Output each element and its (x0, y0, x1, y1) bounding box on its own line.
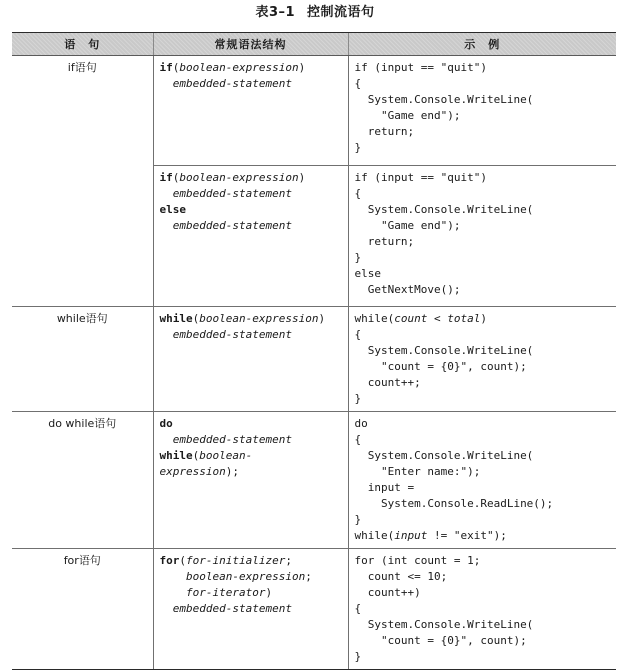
code-line (160, 464, 342, 480)
code-line (160, 76, 342, 92)
code-line (160, 202, 342, 218)
placeholder-token: embedded-statement (159, 602, 292, 615)
code-line: count++) (354, 586, 421, 599)
keyword-token: while (159, 312, 193, 325)
code-line: System.Console.WriteLine( (354, 93, 534, 106)
placeholder-token: boolean- (199, 449, 253, 462)
code-line (355, 464, 611, 480)
code-token: System.Console.WriteLine( (354, 449, 534, 462)
code-line: } (354, 251, 362, 264)
code-token: "Enter name:"); (354, 465, 481, 478)
placeholder-token: embedded-statement (159, 77, 292, 90)
header-example: 示 例 (348, 33, 616, 56)
code-line (160, 432, 342, 448)
code-line (355, 448, 611, 464)
placeholder-token: count < total (394, 312, 481, 325)
header-statement: 语 句 (12, 33, 153, 56)
code-line: if (input == "quit") (354, 61, 487, 74)
placeholder-token: boolean-expression (179, 61, 299, 74)
table-row (12, 412, 616, 549)
table-row (12, 166, 616, 307)
statement-cell: for语句 (12, 549, 153, 670)
code-line (160, 585, 342, 601)
code-line: } (354, 650, 362, 663)
code-token: { (354, 328, 362, 341)
code-line (355, 432, 611, 448)
code-token: while( (354, 312, 395, 325)
example-cell (348, 166, 616, 307)
code-token: != "exit"); (427, 529, 507, 542)
code-line: "Game end"); (354, 219, 461, 232)
code-line (355, 327, 611, 343)
code-line (160, 416, 342, 432)
code-line: count <= 10; (354, 570, 448, 583)
table-row (12, 56, 616, 166)
example-cell (348, 412, 616, 549)
code-token: } (354, 513, 362, 526)
code-line (160, 569, 342, 585)
code-line: } (354, 141, 362, 154)
code-token: ) (480, 312, 487, 325)
placeholder-token: embedded-statement (159, 328, 292, 341)
code-token: System.Console.WriteLine( (354, 344, 534, 357)
code-line (160, 327, 342, 343)
code-token: count++; (354, 376, 421, 389)
statement-cell: while语句 (12, 307, 153, 412)
table-row (12, 307, 616, 412)
code-line: System.Console.WriteLine( (354, 618, 534, 631)
placeholder-token: input (394, 529, 428, 542)
code-token: ( (179, 554, 186, 567)
keyword-token: if (159, 171, 173, 184)
placeholder-token: embedded-statement (159, 219, 292, 232)
code-line: "count = {0}", count); (354, 634, 527, 647)
code-token: ) (298, 171, 306, 184)
code-token: input = (354, 481, 415, 494)
statement-cell (12, 166, 153, 307)
code-line: System.Console.WriteLine( (354, 203, 534, 216)
code-token: { (354, 433, 362, 446)
keyword-token: for (159, 554, 180, 567)
code-token: ( (192, 312, 200, 325)
statement-cell: if语句 (67, 61, 97, 74)
code-line (355, 512, 611, 528)
code-line (355, 311, 611, 327)
code-token: System.Console.ReadLine(); (354, 497, 554, 510)
table-row (12, 549, 616, 670)
placeholder-token: for-iterator (159, 586, 266, 599)
code-line: for (int count = 1; (354, 554, 481, 567)
placeholder-token: for-initializer (186, 554, 286, 567)
placeholder-token: boolean-expression (159, 570, 306, 583)
table-caption (0, 4, 630, 22)
keyword-token: do (159, 417, 173, 430)
keyword-token: if (159, 61, 173, 74)
code-line (160, 218, 342, 234)
code-line (355, 343, 611, 359)
code-line (355, 375, 611, 391)
placeholder-token: embedded-statement (159, 433, 292, 446)
placeholder-token: boolean-expression (199, 312, 319, 325)
code-line: "Game end"); (354, 109, 461, 122)
syntax-cell (153, 166, 348, 307)
code-line (160, 170, 342, 186)
code-line: else (354, 267, 381, 280)
code-token: ; (285, 554, 292, 567)
table-number: 表3–1 (255, 5, 296, 20)
syntax-cell (153, 56, 348, 166)
syntax-cell (153, 307, 348, 412)
code-token: do (354, 417, 368, 430)
code-token: ( (172, 171, 180, 184)
code-token: "count = {0}", count); (354, 360, 527, 373)
syntax-cell (153, 412, 348, 549)
code-line: { (354, 602, 362, 615)
code-token: while( (354, 529, 395, 542)
placeholder-token: boolean-expression (179, 171, 299, 184)
example-cell (348, 56, 616, 166)
code-line: { (354, 77, 362, 90)
code-line (355, 391, 611, 407)
code-line (160, 553, 342, 569)
keyword-token: else (159, 203, 186, 216)
code-line: return; (354, 125, 415, 138)
code-token: ; (305, 570, 312, 583)
header-row (12, 33, 616, 56)
code-line: if (input == "quit") (354, 171, 487, 184)
example-cell (348, 307, 616, 412)
code-line (160, 448, 342, 464)
header-syntax: 常规语法结构 (153, 33, 348, 56)
keyword-token: while (159, 449, 193, 462)
code-token: ) (298, 61, 306, 74)
control-flow-table (12, 32, 616, 670)
code-line (160, 311, 342, 327)
code-token: } (354, 392, 362, 405)
code-line (355, 480, 611, 496)
code-line (160, 60, 342, 76)
code-line (355, 416, 611, 432)
code-line: return; (354, 235, 415, 248)
table-title: 控制流语句 (307, 5, 375, 20)
placeholder-token: embedded-statement (159, 187, 292, 200)
code-line (160, 601, 342, 617)
code-token: ) (318, 312, 326, 325)
statement-cell: do while语句 (12, 412, 153, 549)
example-cell (348, 549, 616, 670)
placeholder-token: expression (159, 465, 226, 478)
code-line (160, 186, 342, 202)
code-line: GetNextMove(); (354, 283, 461, 296)
code-token: ); (225, 465, 239, 478)
code-line (355, 359, 611, 375)
code-token: ( (192, 449, 200, 462)
code-token: ) (265, 586, 273, 599)
code-line (355, 528, 611, 544)
code-token: ( (172, 61, 180, 74)
code-line (355, 496, 611, 512)
code-line: { (354, 187, 362, 200)
syntax-cell (153, 549, 348, 670)
